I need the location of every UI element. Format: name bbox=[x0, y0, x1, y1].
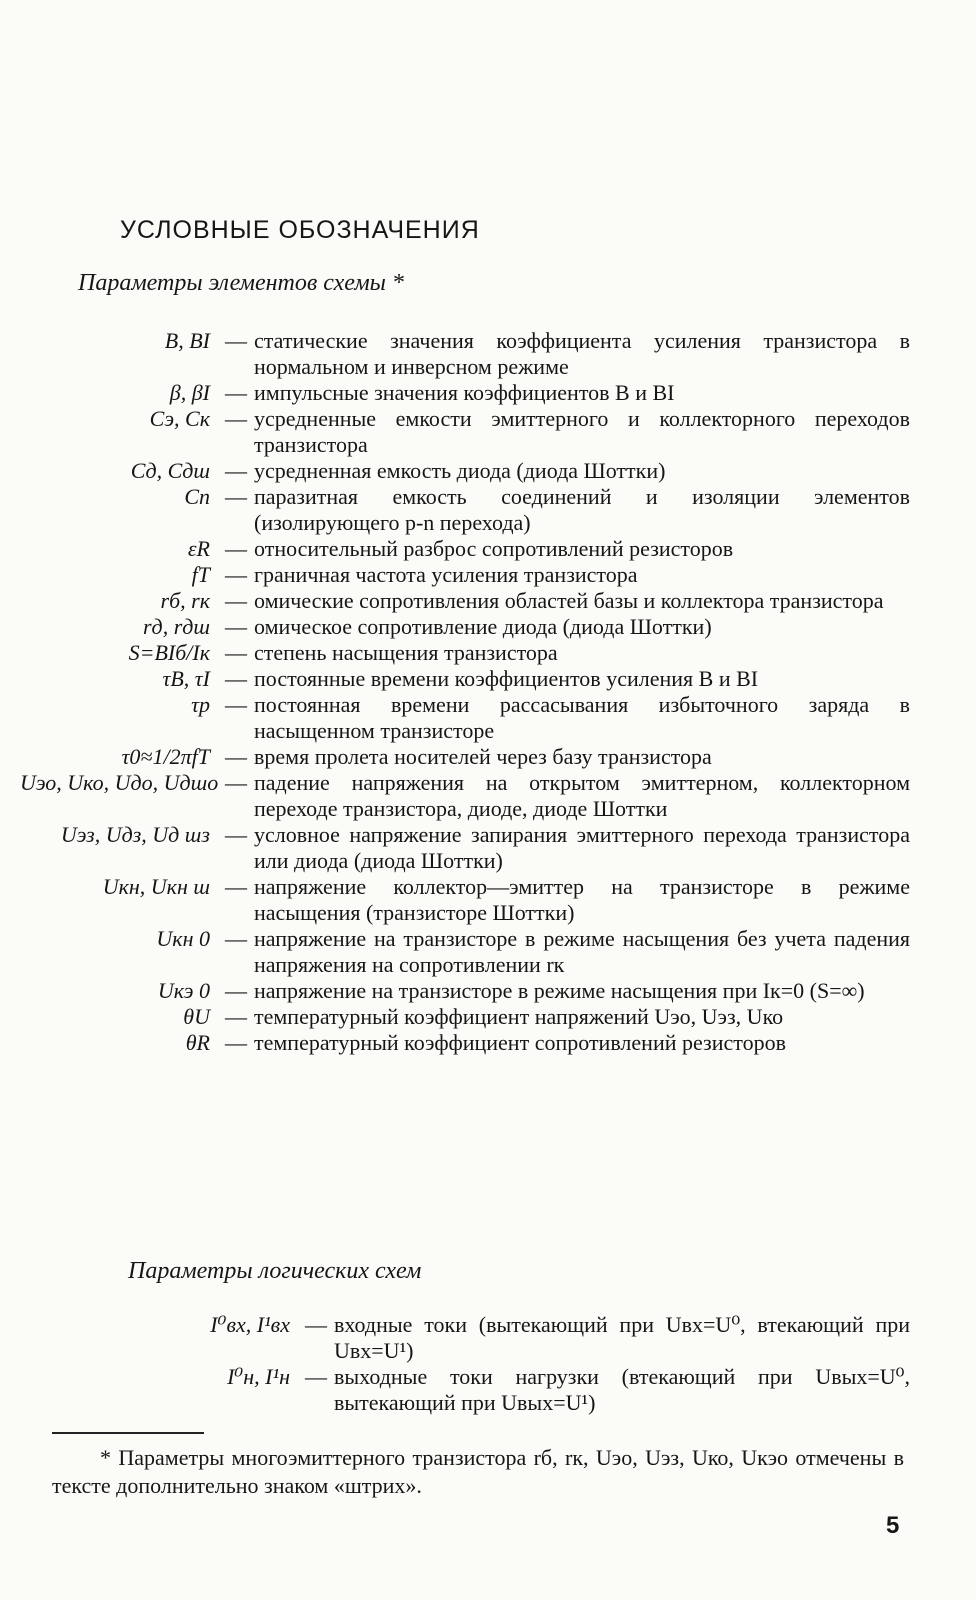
definition-row bbox=[20, 484, 910, 536]
definition-description: импульсные значения коэффициентов B и BI bbox=[254, 380, 675, 405]
definition-dash: — bbox=[225, 380, 247, 405]
definition-dash: — bbox=[225, 822, 247, 847]
definition-dash: — bbox=[225, 692, 247, 717]
definition-dash: — bbox=[225, 744, 247, 769]
definition-row bbox=[20, 380, 910, 406]
definition-description: граничная частота усиления транзистора bbox=[254, 562, 638, 587]
definition-dash: — bbox=[225, 1004, 247, 1029]
definition-description: омическое сопротивление диода (диода Шоттки) bbox=[254, 614, 712, 639]
definition-dash: — bbox=[225, 328, 247, 353]
definition-row bbox=[20, 822, 910, 874]
definition-row bbox=[20, 458, 910, 484]
definition-dash: — bbox=[225, 614, 247, 639]
footnote-rule bbox=[52, 1432, 204, 1434]
definition-description: выходные токи нагрузки (втекающий при Uвых=U⁰, вытекающий при Uвых=U¹) bbox=[334, 1364, 910, 1415]
section-title-logic-circuits: Параметры логических схем bbox=[128, 1258, 422, 1284]
definition-dash: — bbox=[225, 536, 247, 561]
definition-row bbox=[20, 640, 910, 666]
definition-dash: — bbox=[305, 1312, 327, 1337]
definition-dash: — bbox=[225, 406, 247, 431]
definition-dash: — bbox=[225, 484, 247, 509]
definition-row bbox=[20, 562, 910, 588]
definition-description: омические сопротивления областей базы и коллектора транзистора bbox=[254, 588, 884, 613]
definition-symbol: τB, τI bbox=[162, 666, 210, 691]
definition-row bbox=[20, 614, 910, 640]
definition-symbol: S=BIб/Iк bbox=[128, 640, 210, 665]
definition-description: паразитная емкость соединений и изоляции элементов (изолирующего p-n перехода) bbox=[254, 484, 910, 535]
definition-symbol: Uкн, Uкн ш bbox=[102, 874, 210, 899]
definition-description: напряжение коллектор—эмиттер на транзисторе в режиме насыщения (транзисторе Шоттки) bbox=[254, 874, 910, 925]
definition-row bbox=[20, 1030, 910, 1056]
definition-symbol: Cд, Cдш bbox=[130, 458, 210, 483]
section-title-circuit-elements: Параметры элементов схемы * bbox=[78, 270, 404, 296]
definition-row bbox=[20, 1312, 910, 1364]
definition-dash: — bbox=[225, 1030, 247, 1055]
definition-symbol: β, βI bbox=[169, 380, 210, 405]
definition-symbol: τ0≈1/2πfT bbox=[121, 744, 210, 769]
page-number: 5 bbox=[886, 1512, 900, 1539]
definition-dash: — bbox=[225, 926, 247, 951]
definition-description: постоянная времени рассасывания избыточного заряда в насыщенном транзисторе bbox=[254, 692, 910, 743]
definition-description: статические значения коэффициента усиления транзистора в нормальном и инверсном режиме bbox=[254, 328, 910, 379]
definition-symbol: Uэо, Uко, Uдо, Uдшо bbox=[20, 770, 219, 795]
definition-symbol: Cп bbox=[184, 484, 210, 509]
definition-row bbox=[20, 588, 910, 614]
definition-symbol: I⁰н, I¹н bbox=[227, 1364, 290, 1389]
definition-symbol: Uэз, Uдз, Uд шз bbox=[60, 822, 210, 847]
definition-description: постоянные времени коэффициентов усиления B и BI bbox=[254, 666, 759, 691]
definition-dash: — bbox=[225, 770, 247, 795]
definition-row bbox=[20, 1364, 910, 1416]
definition-symbol: εR bbox=[187, 536, 210, 561]
definition-row bbox=[20, 536, 910, 562]
definition-description: условное напряжение запирания эмиттерного перехода транзистора или диода (диода Шоттки) bbox=[254, 822, 910, 873]
definition-description: время пролета носителей через базу транзистора bbox=[254, 744, 712, 769]
definition-row bbox=[20, 874, 910, 926]
definition-row bbox=[20, 744, 910, 770]
definition-dash: — bbox=[225, 640, 247, 665]
definition-row bbox=[20, 406, 910, 458]
definition-description: температурный коэффициент напряжений Uэо, Uэз, Uко bbox=[254, 1004, 784, 1029]
definition-symbol: B, BI bbox=[164, 328, 210, 353]
definition-description: температурный коэффициент сопротивлений резисторов bbox=[254, 1030, 786, 1055]
definition-description: напряжение на транзисторе в режиме насыщения при Iк=0 (S=∞) bbox=[254, 978, 865, 1003]
definition-symbol: θR bbox=[185, 1030, 210, 1055]
definition-list-logic-circuits bbox=[20, 1312, 910, 1416]
definition-symbol: Uкэ 0 bbox=[157, 978, 210, 1003]
definition-symbol: rб, rк bbox=[160, 588, 210, 613]
definition-symbol: I⁰вх, I¹вх bbox=[210, 1312, 290, 1337]
definition-description: напряжение на транзисторе в режиме насыщения без учета падения напряжения на сопротивлении rк bbox=[254, 926, 910, 977]
definition-description: усредненная емкость диода (диода Шоттки) bbox=[254, 458, 666, 483]
definition-description: относительный разброс сопротивлений резисторов bbox=[254, 536, 734, 561]
definition-symbol: τр bbox=[191, 692, 210, 717]
definition-description: степень насыщения транзистора bbox=[254, 640, 558, 665]
definition-row bbox=[20, 770, 910, 822]
definition-description: усредненные емкости эмиттерного и коллекторного переходов транзистора bbox=[254, 406, 910, 457]
definition-symbol: fT bbox=[191, 562, 210, 587]
page-heading: УСЛОВНЫЕ ОБОЗНАЧЕНИЯ bbox=[120, 216, 480, 244]
definition-symbol: rд, rдш bbox=[143, 614, 210, 639]
definition-row bbox=[20, 978, 910, 1004]
definition-row bbox=[20, 926, 910, 978]
definition-dash: — bbox=[225, 874, 247, 899]
definition-dash: — bbox=[225, 978, 247, 1003]
definition-list-circuit-elements bbox=[20, 328, 910, 1056]
definition-dash: — bbox=[305, 1364, 327, 1389]
definition-row bbox=[20, 666, 910, 692]
definition-dash: — bbox=[225, 588, 247, 613]
definition-description: входные токи (вытекающий при Uвх=U⁰, втекающий при Uвх=U¹) bbox=[334, 1312, 910, 1363]
definition-row bbox=[20, 692, 910, 744]
definition-description: падение напряжения на открытом эмиттерном, коллекторном переходе транзистора, диоде, диоде Шоттки bbox=[254, 770, 910, 821]
definition-row bbox=[20, 328, 910, 380]
definition-dash: — bbox=[225, 458, 247, 483]
definition-dash: — bbox=[225, 666, 247, 691]
definition-dash: — bbox=[225, 562, 247, 587]
definition-row bbox=[20, 1004, 910, 1030]
footnote: * Параметры многоэмиттерного транзистора rб, rк, Uэо, Uэз, Uко, Uкэо отмечены в тексте дополнительно знаком «штрих». bbox=[52, 1445, 904, 1498]
definition-symbol: Uкн 0 bbox=[156, 926, 210, 951]
definition-symbol: θU bbox=[183, 1004, 210, 1029]
definition-symbol: Cэ, Cк bbox=[149, 406, 210, 431]
